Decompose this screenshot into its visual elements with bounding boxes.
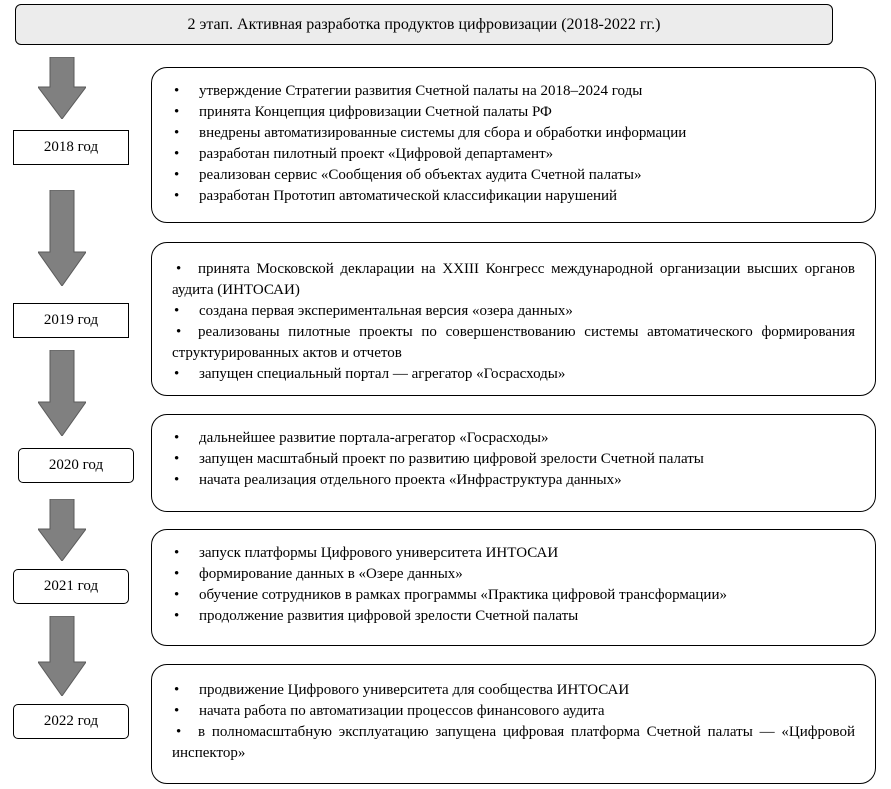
events-box-2022 <box>151 664 876 784</box>
bullet-icon: • <box>174 703 180 719</box>
event-list <box>152 428 875 491</box>
down-arrow-icon <box>38 616 86 696</box>
event-item: • начата работа по автоматизации процессов финансового аудита <box>152 701 855 722</box>
events-box-2018 <box>151 67 876 223</box>
event-item: • обучение сотрудников в рамках программы «Практика цифровой трансформации» <box>152 585 875 606</box>
event-item: • в полномасштабную эксплуатацию запущена цифровая платформа Счетной палаты — «Цифровой инспектор» <box>172 724 855 761</box>
bullet-icon: • <box>174 472 180 488</box>
bullet-icon: • <box>174 430 180 446</box>
stage-title <box>15 4 833 45</box>
year-box-2018 <box>13 130 129 165</box>
year-label: 2018 год <box>43 139 99 155</box>
event-list <box>152 259 855 385</box>
bullet-icon: • <box>176 261 182 277</box>
event-item: • реализован сервис «Сообщения об объектах аудита Счетной палаты» <box>152 165 875 186</box>
year-label: 2019 год <box>43 312 99 328</box>
bullet-icon: • <box>176 324 182 340</box>
event-item: • запущен специальный портал — агрегатор «Госрасходы» <box>152 364 855 385</box>
bullet-icon: • <box>174 566 180 582</box>
year-label: 2022 год <box>43 713 99 729</box>
year-label: 2020 год <box>48 457 104 473</box>
event-list <box>152 543 875 627</box>
event-item: • дальнейшее развитие портала-агрегатор «Госрасходы» <box>152 428 875 449</box>
event-list <box>152 680 855 764</box>
bullet-icon: • <box>174 83 180 99</box>
bullet-icon: • <box>174 608 180 624</box>
bullet-icon: • <box>174 545 180 561</box>
events-box-2021 <box>151 529 876 646</box>
event-item: • запущен масштабный проект по развитию цифровой зрелости Счетной палаты <box>152 449 875 470</box>
event-item: • запуск платформы Цифрового университета ИНТОСАИ <box>152 543 875 564</box>
bullet-icon: • <box>174 366 180 382</box>
bullet-icon: • <box>174 104 180 120</box>
bullet-icon: • <box>174 451 180 467</box>
year-box-2019 <box>13 303 129 338</box>
year-box-2020 <box>18 448 134 483</box>
event-item: • принята Концепция цифровизации Счетной палаты РФ <box>152 102 875 123</box>
event-item: • формирование данных в «Озере данных» <box>152 564 875 585</box>
down-arrow-icon <box>38 57 86 119</box>
event-item: • внедрены автоматизированные системы для сбора и обработки информации <box>152 123 875 144</box>
bullet-icon: • <box>174 146 180 162</box>
events-box-2020 <box>151 414 876 512</box>
bullet-icon: • <box>174 682 180 698</box>
event-list <box>152 81 875 207</box>
bullet-icon: • <box>174 125 180 141</box>
year-label: 2021 год <box>43 578 99 594</box>
down-arrow-icon <box>38 350 86 436</box>
bullet-icon: • <box>174 188 180 204</box>
bullet-icon: • <box>174 303 180 319</box>
event-item: • разработан пилотный проект «Цифровой департамент» <box>152 144 875 165</box>
events-box-2019 <box>151 242 876 396</box>
bullet-icon: • <box>174 167 180 183</box>
year-box-2022 <box>13 704 129 739</box>
year-box-2021 <box>13 569 129 604</box>
event-item: • утверждение Стратегии развития Счетной палаты на 2018–2024 годы <box>152 81 875 102</box>
down-arrow-icon <box>38 499 86 561</box>
event-item: • реализованы пилотные проекты по совершенствованию системы автоматического формирования структурированных актов и отчетов <box>172 324 855 361</box>
event-item: • создана первая экспериментальная версия «озера данных» <box>152 301 855 322</box>
down-arrow-icon <box>38 190 86 286</box>
bullet-icon: • <box>176 724 182 740</box>
event-item: • разработан Прототип автоматической классификации нарушений <box>152 186 875 207</box>
event-item: • продолжение развития цифровой зрелости Счетной палаты <box>152 606 875 627</box>
bullet-icon: • <box>174 587 180 603</box>
event-item: • продвижение Цифрового университета для сообщества ИНТОСАИ <box>152 680 855 701</box>
event-item: • принята Московской декларации на XXIII Конгресс международной организации высших органов аудита (ИНТОСАИ) <box>172 261 855 298</box>
stage-title-text: 2 этап. Активная разработка продуктов цифровизации (2018-2022 гг.) <box>187 15 661 33</box>
event-item: • начата реализация отдельного проекта «Инфраструктура данных» <box>152 470 875 491</box>
